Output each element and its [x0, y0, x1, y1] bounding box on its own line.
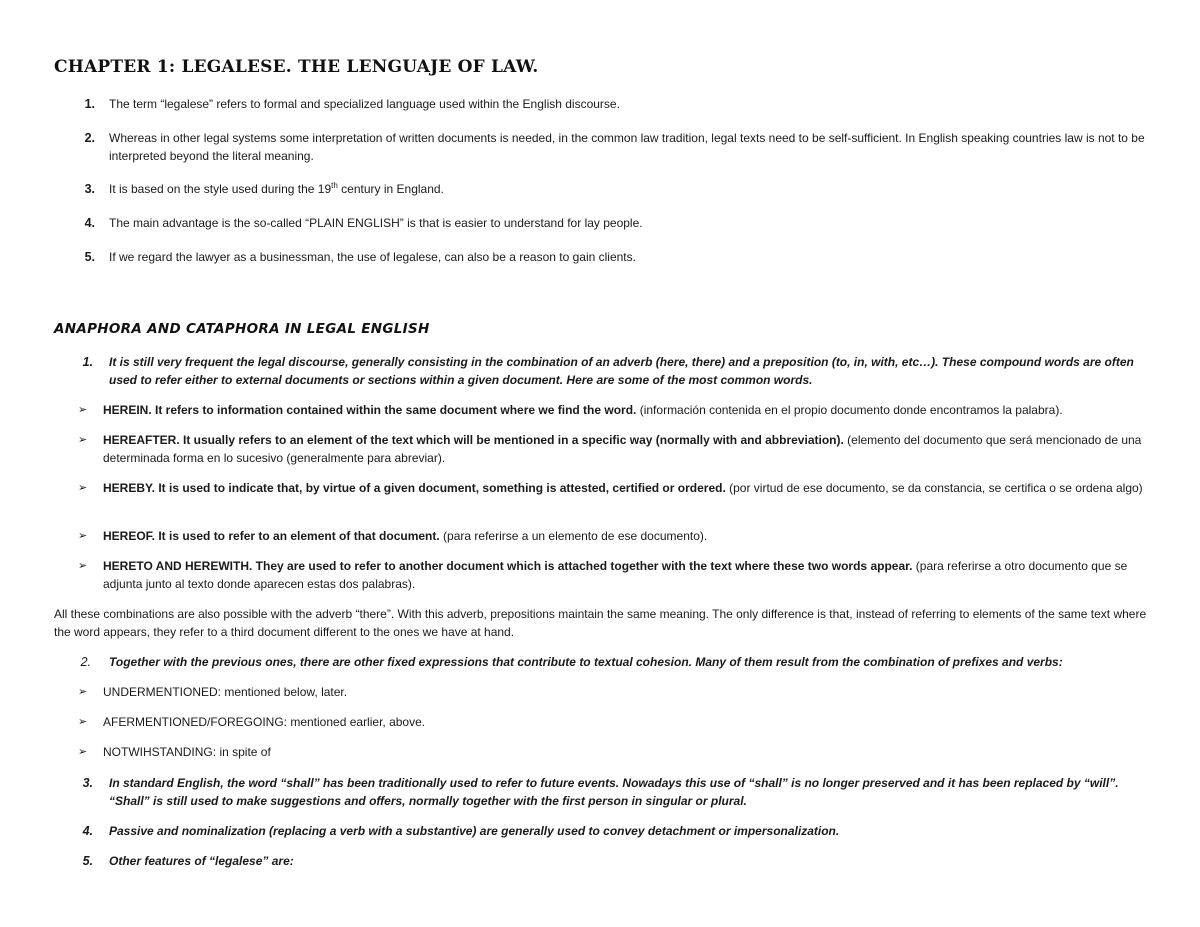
superscript: th	[331, 181, 338, 190]
list-text: The main advantage is the so-called “PLAIN ENGLISH” is that is easier to understand for lay people.	[109, 216, 643, 230]
list-text	[109, 180, 444, 198]
term-definition: HERETO AND HEREWITH. They are used to refer to another document which is attached together with the text where these two words appear.	[103, 559, 913, 573]
arrow-bullet-icon: ➢	[78, 560, 88, 572]
section-title: ANAPHORA AND CATAPHORA IN LEGAL ENGLISH	[54, 321, 430, 337]
point-text: Passive and nominalization (replacing a verb with a substantive) are generally used to convey detachment or impersonalization.	[109, 824, 840, 838]
point-text: Together with the previous ones, there are other fixed expressions that contribute to textual cohesion. Many of them result from the combination of prefixes and verbs:	[109, 655, 1063, 669]
term-translation: (para referirse a otro documento que se adjunta junto al texto donde aparecen estas dos palabras).	[103, 559, 1128, 591]
term-text	[103, 401, 1143, 419]
term-definition: HEREOF. It is used to refer to an element of that document.	[103, 529, 440, 543]
point-text: Other features of “legalese” are:	[109, 854, 294, 868]
point-text: In standard English, the word “shall” has been traditionally used to refer to future events. Nowadays this use of “shall” is no longer preserved and it has been replaced by “will”. “Shall” is still used to make suggestions and offers, normally together with the first person in singular or plural.	[109, 776, 1119, 808]
arrow-bullet-icon: ➢	[78, 482, 88, 494]
arrow-bullet-icon: ➢	[78, 404, 88, 416]
term-text	[103, 431, 1143, 467]
point-number: 3.	[82, 776, 93, 790]
term-definition: HEREAFTER. It usually refers to an element of the text which will be mentioned in a specific way (normally with and abbreviation).	[103, 433, 844, 447]
expression-text: AFERMENTIONED/FOREGOING: mentioned earlier, above.	[103, 715, 426, 729]
list-text-post: century in England.	[337, 182, 444, 196]
combinations-paragraph: All these combinations are also possible with the adverb “there”. With this adverb, prepositions maintain the same meaning. The only difference is that, instead of referring to elements of the same text where the word appears, they refer to a third document different to the ones we have at hand.	[54, 607, 1147, 639]
term-translation: (por virtud de ese documento, se da constancia, se certifica o se ordena algo)	[725, 481, 1143, 495]
point-number: 4.	[82, 824, 93, 838]
list-number: 2.	[84, 131, 95, 145]
arrow-bullet-icon: ➢	[78, 530, 88, 542]
point-number: 2.	[80, 655, 91, 669]
point-number: 5.	[82, 854, 93, 868]
term-translation: (para referirse a un elemento de ese documento).	[439, 529, 708, 543]
list-number: 4.	[84, 216, 95, 230]
chapter-title: CHAPTER 1: LEGALESE. THE LENGUAJE OF LAW.	[54, 57, 539, 77]
list-text: If we regard the lawyer as a businessman, the use of legalese, can also be a reason to gain clients.	[109, 250, 636, 264]
list-number: 1.	[84, 97, 95, 111]
point-number: 1.	[82, 355, 93, 369]
term-definition: HEREIN. It refers to information contained within the same document where we find the word.	[103, 403, 637, 417]
term-translation: (información contenida en el propio documento donde encontramos la palabra).	[636, 403, 1063, 417]
arrow-bullet-icon: ➢	[78, 686, 88, 698]
list-text: Whereas in other legal systems some interpretation of written documents is needed, in the common law tradition, legal texts need to be self-sufficient. In English speaking countries law is not to be interpreted beyond the literal meaning.	[109, 131, 1145, 163]
list-text: The term “legalese” refers to formal and specialized language used within the English discourse.	[109, 97, 620, 111]
list-text-pre: It is based on the style used during the 19	[109, 182, 332, 196]
term-translation: (elemento del documento que será mencionado de una determinada forma en lo sucesivo (generalmente para abreviar).	[103, 433, 1142, 465]
list-number: 3.	[84, 182, 95, 196]
arrow-bullet-icon: ➢	[78, 746, 88, 758]
term-text	[103, 557, 1143, 593]
arrow-bullet-icon: ➢	[78, 434, 88, 446]
expression-text: UNDERMENTIONED: mentioned below, later.	[103, 685, 348, 699]
point-text: It is still very frequent the legal discourse, generally consisting in the combination of an adverb (here, there) and a preposition (to, in, with, etc…). These compound words are often used to refer either to external documents or sections within a given document. Here are some of the most common words.	[109, 355, 1134, 387]
list-number: 5.	[84, 250, 95, 264]
term-definition: HEREBY. It is used to indicate that, by virtue of a given document, something is attested, certified or ordered.	[103, 481, 726, 495]
term-text	[103, 527, 1143, 545]
term-text	[103, 479, 1143, 497]
expression-text: NOTWIHSTANDING: in spite of	[103, 745, 271, 759]
arrow-bullet-icon: ➢	[78, 716, 88, 728]
